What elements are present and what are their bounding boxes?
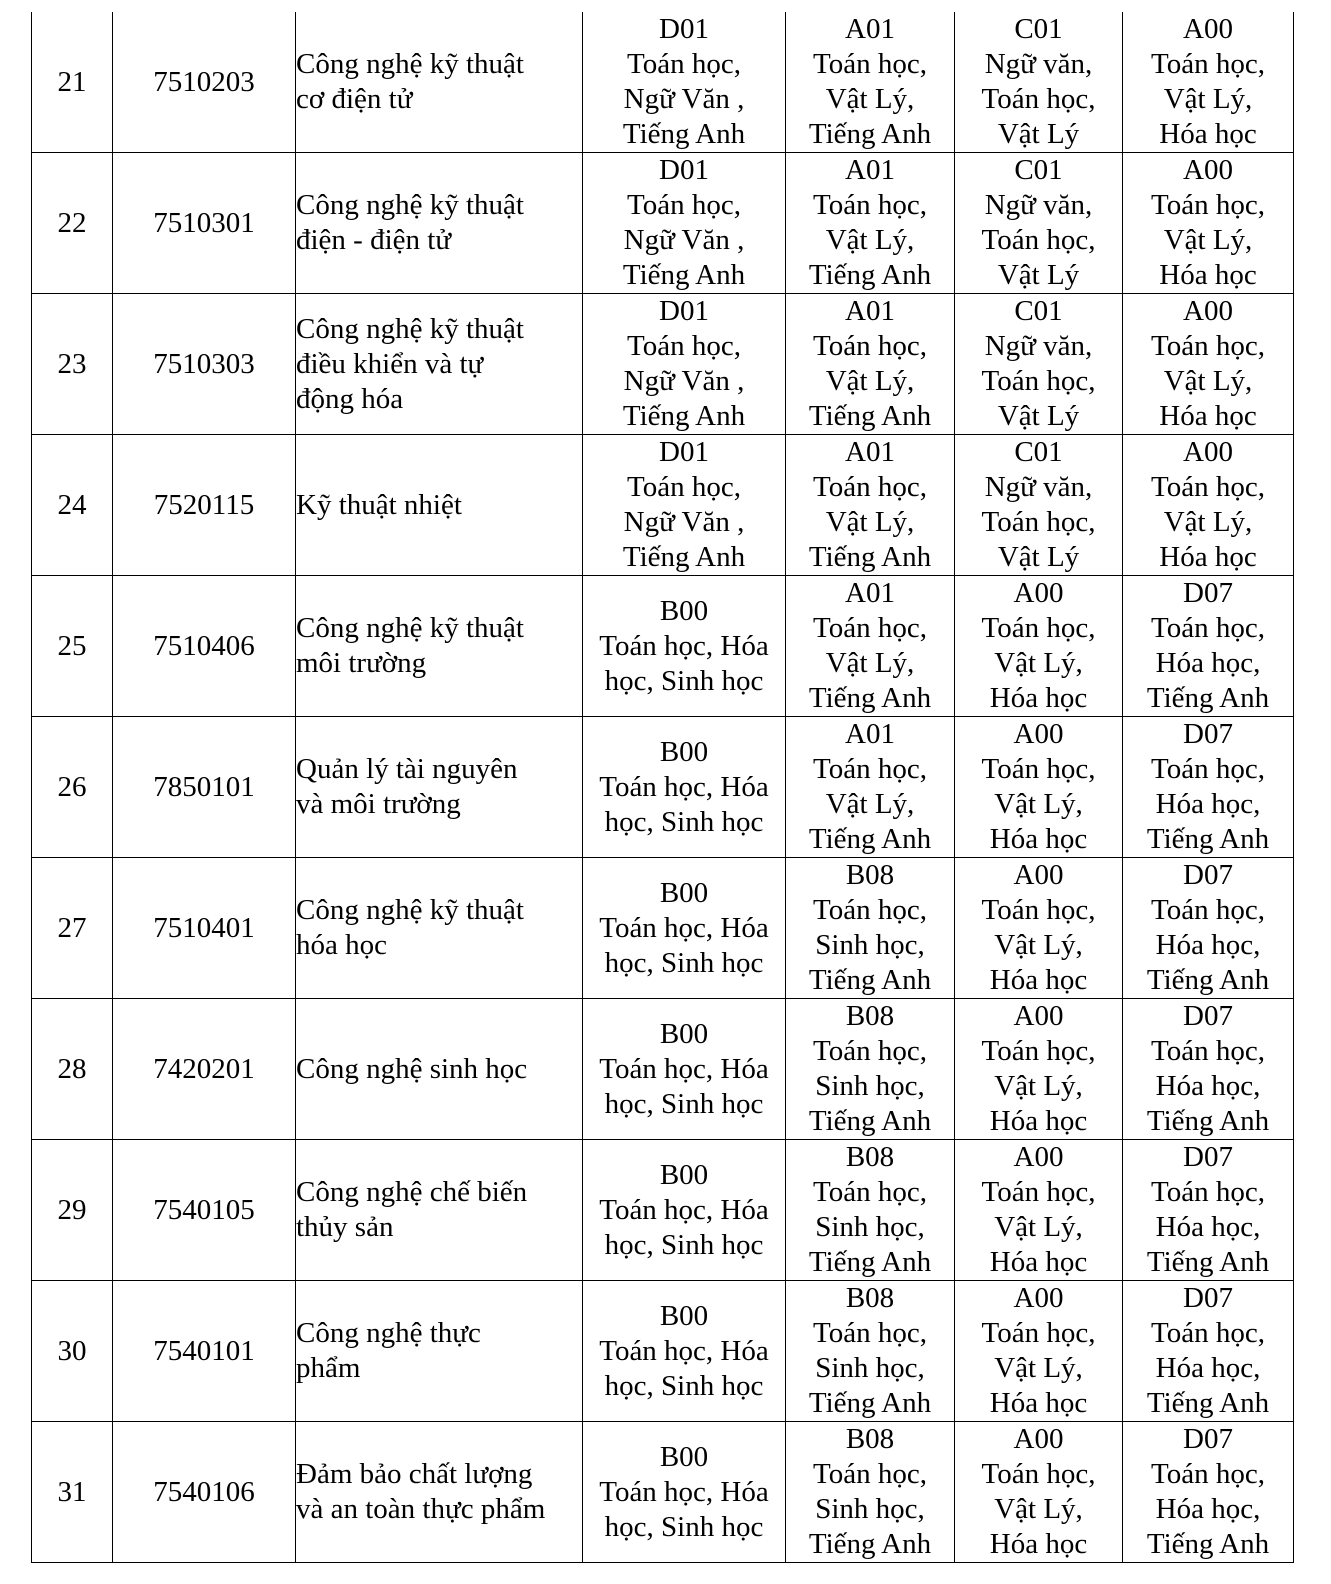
combination-subjects: Toán học, Hóa học, Tiếng Anh	[1146, 1176, 1270, 1278]
row-number: 28	[32, 999, 113, 1140]
combination-subjects: Toán học, Ngữ Văn , Tiếng Anh	[622, 330, 746, 432]
major-name-text: Kỹ thuật nhiệt	[296, 488, 462, 521]
combination-code: B00	[659, 1017, 709, 1050]
combination-code: C01	[1014, 436, 1063, 468]
combination-code: D01	[659, 436, 709, 468]
combination-code: B08	[845, 859, 895, 891]
combination-subjects: Toán học, Vật Lý, Tiếng Anh	[808, 753, 932, 855]
combination-subjects: Ngữ văn, Toán học, Vật Lý	[981, 48, 1096, 150]
combination-code: A00	[1183, 154, 1233, 186]
combination-3	[955, 1281, 1123, 1422]
major-code: 7510303	[113, 294, 296, 435]
combination-1	[583, 435, 786, 576]
major-name-text: Quản lý tài nguyên và môi trường	[296, 753, 518, 820]
table-row	[32, 12, 1294, 153]
combination-subjects: Toán học, Hóa học, Sinh học	[599, 1052, 769, 1120]
major-name-text: Công nghệ kỹ thuật môi trường	[296, 612, 524, 679]
combination-subjects: Toán học, Hóa học, Sinh học	[599, 1475, 769, 1543]
combination-4	[1123, 717, 1294, 858]
major-name-text: Công nghệ thực phẩm	[296, 1317, 481, 1384]
major-name	[296, 1140, 583, 1281]
combination-subjects: Toán học, Sinh học, Tiếng Anh	[808, 1458, 932, 1560]
combination-code: B00	[659, 876, 709, 909]
combination-2	[786, 294, 955, 435]
combination-code: B08	[845, 1141, 895, 1173]
combination-code: A00	[1013, 718, 1064, 750]
combination-subjects: Toán học, Hóa học, Tiếng Anh	[1146, 1317, 1270, 1419]
combination-4	[1123, 294, 1294, 435]
combination-code: B08	[845, 1000, 895, 1032]
combination-1	[583, 1422, 786, 1563]
combination-code: C01	[1014, 295, 1063, 327]
major-name	[296, 717, 583, 858]
combination-2	[786, 858, 955, 999]
combination-subjects: Toán học, Vật Lý, Tiếng Anh	[808, 612, 932, 714]
combination-subjects: Toán học, Ngữ Văn , Tiếng Anh	[622, 471, 746, 573]
combination-code: B08	[845, 1282, 895, 1314]
combination-code: C01	[1014, 154, 1063, 186]
combination-1	[583, 717, 786, 858]
row-number: 26	[32, 717, 113, 858]
row-number: 21	[32, 12, 113, 153]
combination-4	[1123, 12, 1294, 153]
combination-3	[955, 153, 1123, 294]
combination-subjects: Toán học, Vật Lý, Hóa học	[981, 753, 1096, 855]
combination-subjects: Toán học, Hóa học, Tiếng Anh	[1146, 1458, 1270, 1560]
major-name	[296, 435, 583, 576]
combination-subjects: Toán học, Sinh học, Tiếng Anh	[808, 1317, 932, 1419]
major-code: 7540106	[113, 1422, 296, 1563]
combination-code: D07	[1183, 1423, 1233, 1455]
combination-subjects: Toán học, Hóa học, Sinh học	[599, 911, 769, 979]
combination-4	[1123, 1140, 1294, 1281]
combination-code: D07	[1183, 1282, 1233, 1314]
combination-1	[583, 294, 786, 435]
table-row	[32, 576, 1294, 717]
combination-2	[786, 12, 955, 153]
combination-subjects: Toán học, Hóa học, Sinh học	[599, 629, 769, 697]
table-row	[32, 435, 1294, 576]
combination-2	[786, 435, 955, 576]
combination-4	[1123, 999, 1294, 1140]
combination-code: A01	[845, 13, 895, 45]
combination-4	[1123, 576, 1294, 717]
combination-subjects: Toán học, Vật Lý, Hóa học	[1151, 48, 1265, 150]
combination-subjects: Toán học, Vật Lý, Hóa học	[981, 1176, 1096, 1278]
combination-subjects: Toán học, Ngữ Văn , Tiếng Anh	[622, 48, 746, 150]
row-number: 30	[32, 1281, 113, 1422]
combination-code: A01	[845, 295, 895, 327]
combination-code: D07	[1183, 1141, 1233, 1173]
combination-4	[1123, 1422, 1294, 1563]
major-code: 7510301	[113, 153, 296, 294]
major-name-text: Công nghệ sinh học	[296, 1052, 528, 1085]
combination-2	[786, 717, 955, 858]
combination-code: A01	[845, 718, 895, 750]
combination-code: A00	[1183, 295, 1233, 327]
combination-4	[1123, 1281, 1294, 1422]
combination-1	[583, 1140, 786, 1281]
combination-subjects: Toán học, Vật Lý, Hóa học	[981, 612, 1096, 714]
combination-code: D01	[659, 154, 709, 186]
combination-1	[583, 858, 786, 999]
major-name-text: Công nghệ kỹ thuật điều khiển và tự động hóa	[296, 312, 524, 415]
major-code: 7850101	[113, 717, 296, 858]
combination-3	[955, 576, 1123, 717]
combination-code: A00	[1013, 577, 1064, 609]
combination-1	[583, 999, 786, 1140]
combination-subjects: Toán học, Vật Lý, Hóa học	[981, 1317, 1096, 1419]
combination-2	[786, 576, 955, 717]
combination-subjects: Toán học, Vật Lý, Hóa học	[1151, 471, 1265, 573]
combination-2	[786, 999, 955, 1140]
combination-subjects: Ngữ văn, Toán học, Vật Lý	[981, 330, 1096, 432]
major-code: 7510203	[113, 12, 296, 153]
table-row	[32, 999, 1294, 1140]
combination-code: D07	[1183, 859, 1233, 891]
combination-code: A01	[845, 577, 895, 609]
major-code: 7510401	[113, 858, 296, 999]
combination-code: A00	[1183, 13, 1233, 45]
combination-code: A00	[1013, 1423, 1064, 1455]
row-number: 25	[32, 576, 113, 717]
combination-2	[786, 1281, 955, 1422]
combination-subjects: Toán học, Vật Lý, Tiếng Anh	[808, 330, 932, 432]
combination-code: B00	[659, 1299, 709, 1332]
major-name	[296, 1422, 583, 1563]
combination-3	[955, 435, 1123, 576]
combination-subjects: Toán học, Hóa học, Sinh học	[599, 1193, 769, 1261]
major-name	[296, 858, 583, 999]
combination-2	[786, 1140, 955, 1281]
combination-1	[583, 153, 786, 294]
major-name-text: Công nghệ kỹ thuật hóa học	[296, 894, 524, 961]
combination-code: D01	[659, 295, 709, 327]
major-code: 7510406	[113, 576, 296, 717]
combination-subjects: Toán học, Vật Lý, Hóa học	[981, 1458, 1096, 1560]
combination-2	[786, 153, 955, 294]
major-code: 7420201	[113, 999, 296, 1140]
combination-3	[955, 999, 1123, 1140]
combination-3	[955, 12, 1123, 153]
major-name	[296, 294, 583, 435]
combination-code: A00	[1013, 1282, 1064, 1314]
major-name-text: Công nghệ chế biến thủy sản	[296, 1176, 528, 1243]
combination-subjects: Ngữ văn, Toán học, Vật Lý	[981, 471, 1096, 573]
table-row	[32, 858, 1294, 999]
combination-subjects: Ngữ văn, Toán học, Vật Lý	[981, 189, 1096, 291]
major-name	[296, 999, 583, 1140]
combination-3	[955, 294, 1123, 435]
combination-subjects: Toán học, Hóa học, Tiếng Anh	[1146, 1035, 1270, 1137]
row-number: 23	[32, 294, 113, 435]
combination-code: A01	[845, 154, 895, 186]
table-body	[32, 12, 1294, 1563]
row-number: 22	[32, 153, 113, 294]
table-row	[32, 1140, 1294, 1281]
table-row	[32, 1281, 1294, 1422]
major-name-text: Công nghệ kỹ thuật cơ điện tử	[296, 48, 524, 115]
combination-subjects: Toán học, Vật Lý, Tiếng Anh	[808, 471, 932, 573]
combination-subjects: Toán học, Vật Lý, Tiếng Anh	[808, 189, 932, 291]
combination-4	[1123, 435, 1294, 576]
combination-subjects: Toán học, Hóa học, Tiếng Anh	[1146, 894, 1270, 996]
combination-subjects: Toán học, Vật Lý, Hóa học	[981, 894, 1096, 996]
major-name	[296, 12, 583, 153]
combination-subjects: Toán học, Hóa học, Tiếng Anh	[1146, 612, 1270, 714]
combination-1	[583, 1281, 786, 1422]
combination-code: B00	[659, 1440, 709, 1473]
combination-3	[955, 1422, 1123, 1563]
table-row	[32, 153, 1294, 294]
combination-3	[955, 858, 1123, 999]
combination-subjects: Toán học, Hóa học, Sinh học	[599, 770, 769, 838]
combination-subjects: Toán học, Sinh học, Tiếng Anh	[808, 1035, 932, 1137]
combination-4	[1123, 153, 1294, 294]
combination-code: B08	[845, 1423, 895, 1455]
combination-1	[583, 576, 786, 717]
combination-code: A00	[1013, 859, 1064, 891]
table-row	[32, 1422, 1294, 1563]
combination-code: A01	[845, 436, 895, 468]
row-number: 31	[32, 1422, 113, 1563]
major-code: 7540105	[113, 1140, 296, 1281]
row-number: 29	[32, 1140, 113, 1281]
major-code: 7520115	[113, 435, 296, 576]
table-row	[32, 717, 1294, 858]
admissions-table	[31, 12, 1294, 1563]
combination-code: B00	[659, 735, 709, 768]
major-name	[296, 1281, 583, 1422]
combination-subjects: Toán học, Vật Lý, Tiếng Anh	[808, 48, 932, 150]
major-name	[296, 153, 583, 294]
major-name-text: Công nghệ kỹ thuật điện - điện tử	[296, 189, 524, 256]
combination-code: D07	[1183, 718, 1233, 750]
combination-1	[583, 12, 786, 153]
major-name	[296, 576, 583, 717]
combination-2	[786, 1422, 955, 1563]
combination-3	[955, 1140, 1123, 1281]
combination-code: A00	[1183, 436, 1233, 468]
combination-4	[1123, 858, 1294, 999]
combination-subjects: Toán học, Hóa học, Sinh học	[599, 1334, 769, 1402]
combination-code: A00	[1013, 1000, 1064, 1032]
combination-3	[955, 717, 1123, 858]
row-number: 27	[32, 858, 113, 999]
combination-code: A00	[1013, 1141, 1064, 1173]
combination-code: C01	[1014, 13, 1063, 45]
combination-subjects: Toán học, Vật Lý, Hóa học	[1151, 189, 1265, 291]
major-name-text: Đảm bảo chất lượng và an toàn thực phẩm	[296, 1458, 546, 1525]
combination-code: D07	[1183, 1000, 1233, 1032]
combination-code: B00	[659, 594, 709, 627]
combination-subjects: Toán học, Ngữ Văn , Tiếng Anh	[622, 189, 746, 291]
combination-subjects: Toán học, Vật Lý, Hóa học	[1151, 330, 1265, 432]
combination-code: D01	[659, 13, 709, 45]
combination-code: B00	[659, 1158, 709, 1191]
combination-subjects: Toán học, Sinh học, Tiếng Anh	[808, 1176, 932, 1278]
major-code: 7540101	[113, 1281, 296, 1422]
combination-code: D07	[1183, 577, 1233, 609]
combination-subjects: Toán học, Vật Lý, Hóa học	[981, 1035, 1096, 1137]
combination-subjects: Toán học, Hóa học, Tiếng Anh	[1146, 753, 1270, 855]
table-row	[32, 294, 1294, 435]
row-number: 24	[32, 435, 113, 576]
combination-subjects: Toán học, Sinh học, Tiếng Anh	[808, 894, 932, 996]
